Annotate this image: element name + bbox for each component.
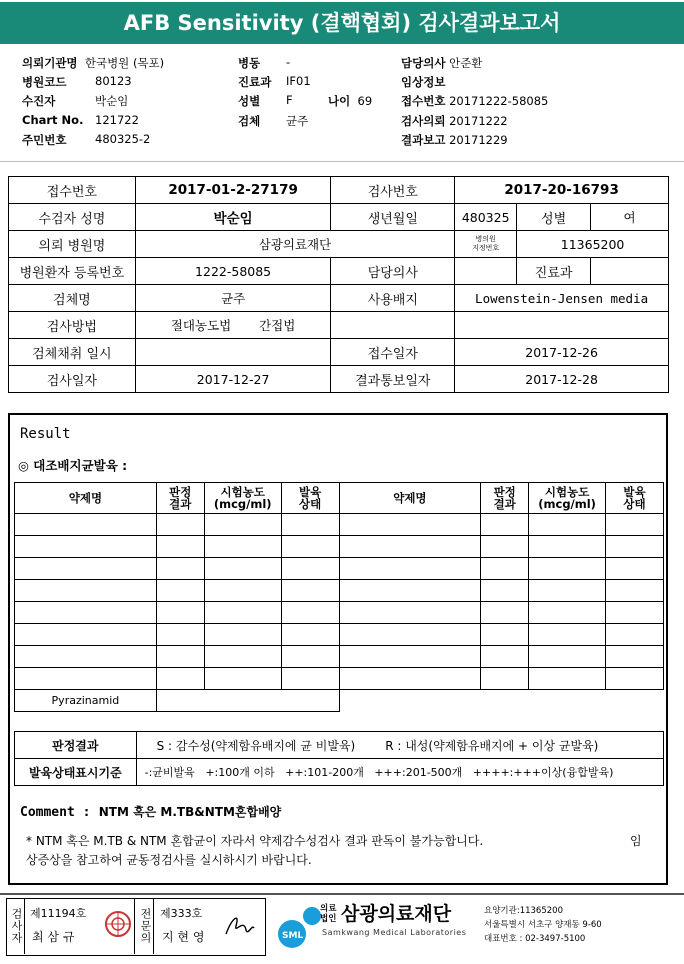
note-line-2: 상증상을 참고하여 균동정검사를 실시하시기 바랍니다. — [26, 853, 312, 867]
table-cell — [156, 536, 204, 558]
header-report-date: 결과보고 20171229 — [401, 133, 508, 147]
header-receipt-no: 접수번호 20171222-58085 — [401, 94, 549, 108]
table-cell — [204, 580, 281, 602]
table-row — [15, 514, 664, 536]
col-growth: 발육 상태 — [281, 483, 339, 514]
table-cell — [15, 580, 157, 602]
contact-2: 서울특별시 서초구 양재동 9-60 — [484, 920, 602, 930]
table-row — [15, 624, 664, 646]
header-clinical-info: 임상정보 — [401, 75, 446, 89]
table-row — [15, 602, 664, 624]
specialist-license: 제333호 — [160, 907, 203, 920]
received: 2017-12-26 — [455, 339, 669, 366]
signature-icon — [222, 908, 256, 942]
table-cell — [156, 514, 204, 536]
table-row — [15, 690, 664, 712]
org-english: Samkwang Medical Laboratories — [322, 928, 467, 937]
table-cell — [339, 668, 481, 690]
last-drug-name: Pyrazinamid — [15, 690, 157, 712]
examiner-label: 검사자 — [6, 898, 25, 954]
table-cell — [529, 668, 606, 690]
table-cell — [339, 624, 481, 646]
table-cell — [15, 558, 157, 580]
table-cell — [281, 624, 339, 646]
table-cell — [606, 580, 664, 602]
test-no-label: 검사번호 — [331, 177, 455, 204]
medium-label: 사용배지 — [331, 285, 455, 312]
drug-table — [14, 482, 664, 712]
dept-label: 진료과 — [517, 258, 591, 285]
table-cell — [529, 580, 606, 602]
table-cell — [281, 536, 339, 558]
test-no: 2017-20-16793 — [455, 177, 669, 204]
contact-1: 요양기관:11365200 — [484, 906, 563, 916]
table-cell — [156, 668, 204, 690]
table-cell — [606, 624, 664, 646]
report-title: AFB Sensitivity (결핵협회) 검사결과보고서 — [0, 2, 684, 44]
header-sex: 성별 F — [238, 93, 293, 108]
birth-label: 생년월일 — [331, 204, 455, 231]
table-cell — [156, 602, 204, 624]
tested: 2017-12-27 — [135, 366, 331, 393]
patient-name-label: 수검자 성명 — [9, 204, 136, 231]
receipt-no-label: 접수번호 — [9, 177, 136, 204]
result-heading: Result — [20, 426, 71, 442]
hospital: 삼광의료재단 — [135, 231, 454, 258]
table-cell — [204, 514, 281, 536]
table-row — [15, 646, 664, 668]
reg-no-label: 병원환자 등록번호 — [9, 258, 136, 285]
control-label: ◎ 대조배지균발육 : — [18, 458, 128, 473]
org-name: 삼광의료재단 — [341, 903, 452, 925]
specialist-label: 전문의 — [134, 898, 154, 954]
comment: Comment : NTM 혹은 M.TB&NTM혼합배양 — [20, 805, 282, 820]
table-row — [15, 536, 664, 558]
table-cell — [339, 580, 481, 602]
col-conc: 시험농도 (mcg/ml) — [204, 483, 281, 514]
table-cell — [156, 646, 204, 668]
table-cell — [204, 558, 281, 580]
drug-rows — [15, 514, 664, 712]
table-cell — [529, 646, 606, 668]
specimen-label: 검체명 — [9, 285, 136, 312]
table-cell — [204, 536, 281, 558]
table-cell — [15, 624, 157, 646]
patient-name: 박순임 — [135, 204, 331, 231]
dept — [591, 258, 669, 285]
tested-label: 검사일자 — [9, 366, 136, 393]
contact-3: 대표번호 : 02-3497-5100 — [484, 934, 586, 944]
table-cell — [481, 514, 529, 536]
growth-criteria: -:균비발육 +:100개 이하 ++:101-200개 +++:201-500개 ++++:+++이상(융합발육) — [136, 759, 663, 786]
specialist-name: 지 현 영 — [162, 930, 205, 944]
table-cell — [281, 558, 339, 580]
note-line-1-end: 임 — [630, 834, 642, 848]
table-cell — [606, 558, 664, 580]
received-label: 접수일자 — [331, 339, 455, 366]
table-cell — [339, 558, 481, 580]
hospital-label: 의뢰 병원명 — [9, 231, 136, 258]
header-ward: 병동 - — [238, 55, 291, 70]
table-cell — [15, 646, 157, 668]
table-cell — [529, 624, 606, 646]
col-conc-2: 시험농도 (mcg/ml) — [529, 483, 606, 514]
table-cell — [156, 690, 339, 712]
judge-label: 판정결과 — [15, 732, 137, 759]
header-dept: 진료과 IF01 — [238, 74, 311, 89]
table-cell — [339, 536, 481, 558]
table-cell — [156, 558, 204, 580]
reg-no: 1222-58085 — [135, 258, 331, 285]
table-cell — [529, 602, 606, 624]
collect — [135, 339, 331, 366]
table-cell — [481, 668, 529, 690]
seal-icon — [104, 904, 132, 946]
table-cell — [281, 514, 339, 536]
table-cell — [481, 580, 529, 602]
org-prefix: 의료 법인 — [320, 904, 337, 924]
specimen: 균주 — [135, 285, 331, 312]
method-label: 검사방법 — [9, 312, 136, 339]
table-cell — [529, 536, 606, 558]
table-cell — [204, 624, 281, 646]
reported: 2017-12-28 — [455, 366, 669, 393]
table-cell — [606, 536, 664, 558]
table-row — [15, 558, 664, 580]
examiner-name: 최 삼 규 — [32, 930, 75, 944]
header-hospital: 의뢰기관명 한국병원 (목포) — [22, 56, 165, 70]
table-cell-empty — [339, 690, 663, 712]
table-cell — [204, 602, 281, 624]
doctor — [455, 258, 517, 285]
sex-label: 성별 — [517, 204, 591, 231]
table-cell — [15, 602, 157, 624]
table-cell — [606, 514, 664, 536]
table-cell — [606, 668, 664, 690]
table-cell — [339, 602, 481, 624]
header-hospital-code: 병원코드 80123 — [22, 74, 132, 89]
header-doctor: 담당의사 안준환 — [401, 56, 483, 70]
header-request-date: 검사의뢰 20171222 — [401, 114, 508, 128]
header-resident-no: 주민번호 480325-2 — [22, 132, 151, 147]
table-cell — [339, 514, 481, 536]
table-cell — [156, 624, 204, 646]
hospital-code: 11365200 — [517, 231, 669, 258]
table-cell — [281, 580, 339, 602]
header-patient: 수진자 박순임 — [22, 94, 129, 108]
header-chart-no: Chart No. 121722 — [22, 113, 139, 127]
criteria-table — [14, 731, 664, 786]
table-cell — [204, 646, 281, 668]
col-drug: 약제명 — [15, 483, 157, 514]
table-cell — [481, 646, 529, 668]
examiner-license: 제11194호 — [30, 907, 87, 920]
table-row — [15, 580, 664, 602]
birth: 480325 — [455, 204, 517, 231]
col-drug-2: 약제명 — [339, 483, 481, 514]
hospital-code-label: 병의원 지정번호 — [455, 231, 517, 258]
judge-criteria: S : 감수성(약제함유배지에 균 비발육) R : 내성(약제함유배지에 + 이상 균발육) — [136, 732, 663, 759]
table-cell — [606, 646, 664, 668]
table-cell — [156, 580, 204, 602]
request-table — [8, 176, 669, 393]
table-cell — [281, 668, 339, 690]
table-cell — [529, 514, 606, 536]
header-age: 나이 69 — [328, 94, 373, 108]
col-judge-2: 판정 결과 — [481, 483, 529, 514]
logo-text: SML — [282, 931, 304, 941]
table-cell — [281, 602, 339, 624]
table-cell — [15, 514, 157, 536]
table-cell — [281, 646, 339, 668]
sex: 여 — [591, 204, 669, 231]
col-growth-2: 발육 상태 — [606, 483, 664, 514]
table-cell — [204, 668, 281, 690]
table-cell — [15, 536, 157, 558]
header-specimen: 검체 균주 — [238, 114, 309, 128]
table-cell — [481, 536, 529, 558]
table-cell — [339, 646, 481, 668]
table-cell — [529, 558, 606, 580]
collect-label: 검체채취 일시 — [9, 339, 136, 366]
table-cell — [481, 602, 529, 624]
medium: Lowenstein-Jensen media — [455, 285, 669, 312]
method-empty — [331, 312, 455, 339]
note-line-1: * NTM 혹은 M.TB & NTM 혼합균이 자라서 약제감수성검사 결과 판독이 불가능합니다. — [26, 834, 484, 848]
reported-label: 결과통보일자 — [331, 366, 455, 393]
growth-label: 발육상태표시기준 — [15, 759, 137, 786]
table-cell — [15, 668, 157, 690]
receipt-no: 2017-01-2-27179 — [135, 177, 331, 204]
method: 절대농도법 간접법 — [135, 312, 331, 339]
doctor-label: 담당의사 — [331, 258, 455, 285]
table-cell — [481, 558, 529, 580]
table-cell — [481, 624, 529, 646]
table-row — [15, 668, 664, 690]
method-empty-2 — [455, 312, 669, 339]
col-judge: 판정 결과 — [156, 483, 204, 514]
footer-divider — [0, 893, 684, 895]
table-cell — [606, 602, 664, 624]
header-divider — [0, 161, 684, 162]
